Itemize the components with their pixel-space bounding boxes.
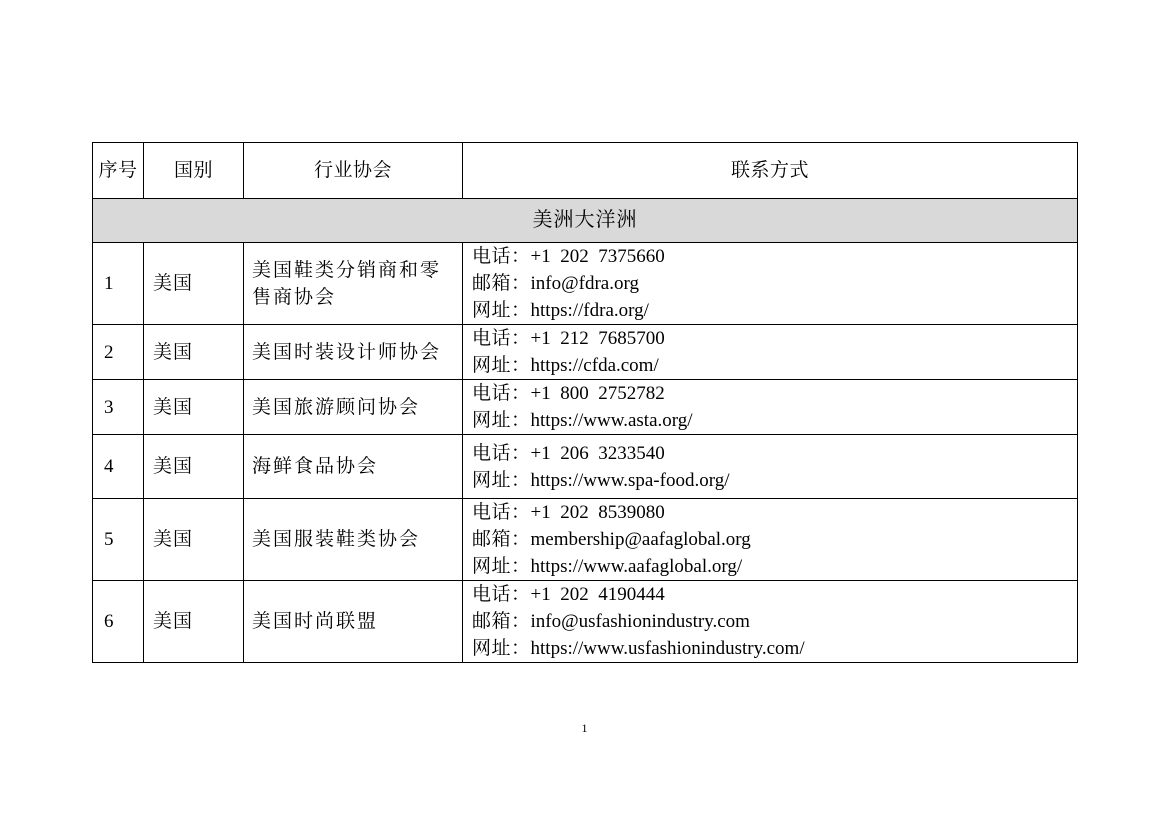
row-association: 美国时尚联盟	[244, 581, 463, 663]
contact-line	[472, 553, 1077, 580]
region-label: 美洲大洋洲	[93, 199, 1078, 243]
contact-key: 电话：	[472, 328, 531, 349]
contact-value: https://www.asta.org/	[530, 410, 693, 431]
contact-value: info@usfashionindustry.com	[530, 611, 750, 632]
row-contact	[463, 435, 1078, 499]
row-country: 美国	[144, 581, 244, 663]
row-association: 美国服装鞋类协会	[244, 499, 463, 581]
row-country: 美国	[144, 499, 244, 581]
contact-value: +1 202 7375660	[530, 246, 665, 267]
contact-line	[472, 440, 1077, 467]
contact-key: 网址：	[472, 300, 531, 321]
contact-value: membership@aafaglobal.org	[530, 529, 751, 550]
row-country: 美国	[144, 243, 244, 325]
contact-value: +1 202 8539080	[530, 502, 665, 523]
contact-line	[472, 243, 1077, 270]
row-seq: 1	[93, 243, 144, 325]
contact-value: https://www.usfashionindustry.com/	[530, 638, 805, 659]
row-contact	[463, 581, 1078, 663]
table-row	[93, 581, 1078, 663]
row-contact	[463, 380, 1078, 435]
contact-key: 电话：	[472, 442, 531, 464]
table-row	[93, 380, 1078, 435]
contact-value: +1 212 7685700	[530, 328, 665, 349]
contact-value: https://www.spa-food.org/	[530, 469, 730, 491]
contact-line	[472, 352, 1077, 379]
contact-value: +1 202 4190444	[530, 584, 665, 605]
table-row	[93, 325, 1078, 380]
contact-key: 网址：	[472, 355, 531, 376]
row-seq: 6	[93, 581, 144, 663]
contact-value: https://fdra.org/	[530, 300, 649, 321]
row-seq: 3	[93, 380, 144, 435]
contact-key: 电话：	[472, 383, 531, 404]
row-contact	[463, 243, 1078, 325]
contact-line	[472, 270, 1077, 297]
contact-value: https://www.aafaglobal.org/	[530, 556, 743, 577]
contact-line	[472, 297, 1077, 324]
contact-key: 网址：	[472, 469, 531, 491]
contact-key: 网址：	[472, 638, 531, 659]
row-contact	[463, 499, 1078, 581]
contact-line	[472, 380, 1077, 407]
row-association: 美国旅游顾问协会	[244, 380, 463, 435]
contact-line	[472, 407, 1077, 434]
contact-line	[472, 608, 1077, 635]
row-seq: 4	[93, 435, 144, 499]
row-country: 美国	[144, 325, 244, 380]
table-header-row	[93, 143, 1078, 199]
row-association: 海鲜食品协会	[244, 435, 463, 499]
contact-value: +1 206 3233540	[530, 442, 665, 464]
contact-key: 邮箱：	[472, 611, 531, 632]
association-table	[92, 142, 1078, 663]
contact-line	[472, 467, 1077, 494]
contact-line	[472, 325, 1077, 352]
table-row	[93, 435, 1078, 499]
row-association: 美国时装设计师协会	[244, 325, 463, 380]
contact-value: https://cfda.com/	[530, 355, 659, 376]
page-number: 1	[581, 721, 588, 735]
contact-key: 电话：	[472, 502, 531, 523]
contact-key: 电话：	[472, 584, 531, 605]
contact-line	[472, 499, 1077, 526]
contact-line	[472, 526, 1077, 553]
row-association: 美国鞋类分销商和零售商协会	[244, 243, 463, 325]
header-seq: 序号	[93, 143, 144, 199]
header-association: 行业协会	[244, 143, 463, 199]
row-seq: 2	[93, 325, 144, 380]
contact-key: 网址：	[472, 556, 531, 577]
table-row	[93, 243, 1078, 325]
header-contact: 联系方式	[463, 143, 1078, 199]
contact-line	[472, 581, 1077, 608]
contact-key: 网址：	[472, 410, 531, 431]
contact-value: info@fdra.org	[530, 273, 639, 294]
row-contact	[463, 325, 1078, 380]
table-row	[93, 499, 1078, 581]
contact-key: 邮箱：	[472, 529, 531, 550]
row-country: 美国	[144, 435, 244, 499]
header-country: 国别	[144, 143, 244, 199]
contact-value: +1 800 2752782	[530, 383, 665, 404]
row-country: 美国	[144, 380, 244, 435]
contact-line	[472, 635, 1077, 662]
row-seq: 5	[93, 499, 144, 581]
contact-key: 邮箱：	[472, 273, 531, 294]
region-row	[93, 199, 1078, 243]
contact-key: 电话：	[472, 246, 531, 267]
